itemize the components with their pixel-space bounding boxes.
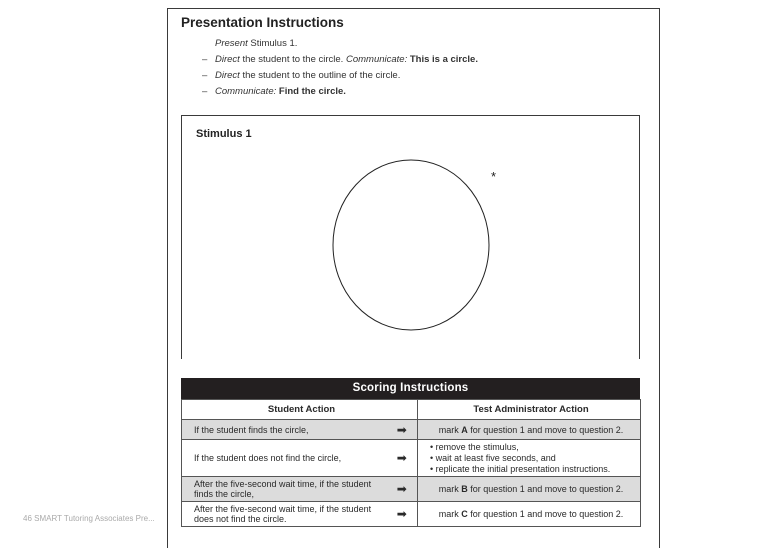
scoring-table: [181, 399, 641, 527]
table-row: [182, 477, 641, 502]
list-item: • remove the stimulus,: [430, 441, 519, 452]
page-footer: 46 SMART Tutoring Associates Pre...: [23, 514, 155, 523]
instruction-communicate-find: Communicate: Find the circle.: [215, 86, 346, 97]
student-action-cell: If the student finds the circle,: [182, 420, 387, 440]
bullet-dash: –: [202, 86, 208, 97]
arrow-right-icon: ➡: [387, 477, 418, 502]
arrow-right-icon: ➡: [387, 440, 418, 477]
circle-stimulus-icon[interactable]: [332, 158, 497, 334]
admin-action-cell: mark C for question 1 and move to question 2.: [418, 502, 641, 527]
bullet-dash: –: [202, 54, 208, 65]
presentation-instructions-title: Presentation Instructions: [181, 15, 344, 30]
table-row: [182, 420, 641, 440]
star-marker: *: [491, 169, 497, 184]
student-action-cell: After the five-second wait time, if the student finds the circle,: [182, 477, 387, 502]
admin-action-cell: mark A for question 1 and move to question 2.: [418, 420, 641, 440]
arrow-right-icon: ➡: [387, 420, 418, 440]
admin-action-list: [430, 442, 632, 475]
arrow-right-icon: ➡: [387, 502, 418, 527]
scoring-instructions: [181, 378, 640, 527]
instruction-direct-circle: Direct the student to the circle. Communicate: This is a circle.: [215, 54, 478, 65]
table-row: [182, 440, 641, 477]
admin-action-cell: [418, 440, 641, 477]
student-action-cell: After the five-second wait time, if the student does not find the circle.: [182, 502, 387, 527]
bullet-dash: –: [202, 70, 208, 81]
stimulus-box: [181, 115, 640, 359]
admin-action-header: Test Administrator Action: [418, 400, 641, 420]
instruction-present: Present Stimulus 1.: [215, 38, 298, 49]
scoring-title: Scoring Instructions: [181, 378, 640, 399]
student-action-header: Student Action: [182, 400, 418, 420]
admin-action-cell: mark B for question 1 and move to question 2.: [418, 477, 641, 502]
list-item: • wait at least five seconds, and: [430, 452, 556, 463]
worksheet-page: [167, 8, 660, 548]
table-row: [182, 502, 641, 527]
student-action-cell: If the student does not find the circle,: [182, 440, 387, 477]
stimulus-title: Stimulus 1: [196, 128, 252, 140]
list-item: • replicate the initial presentation instructions.: [430, 463, 611, 474]
instruction-direct-outline: Direct the student to the outline of the circle.: [215, 70, 401, 81]
